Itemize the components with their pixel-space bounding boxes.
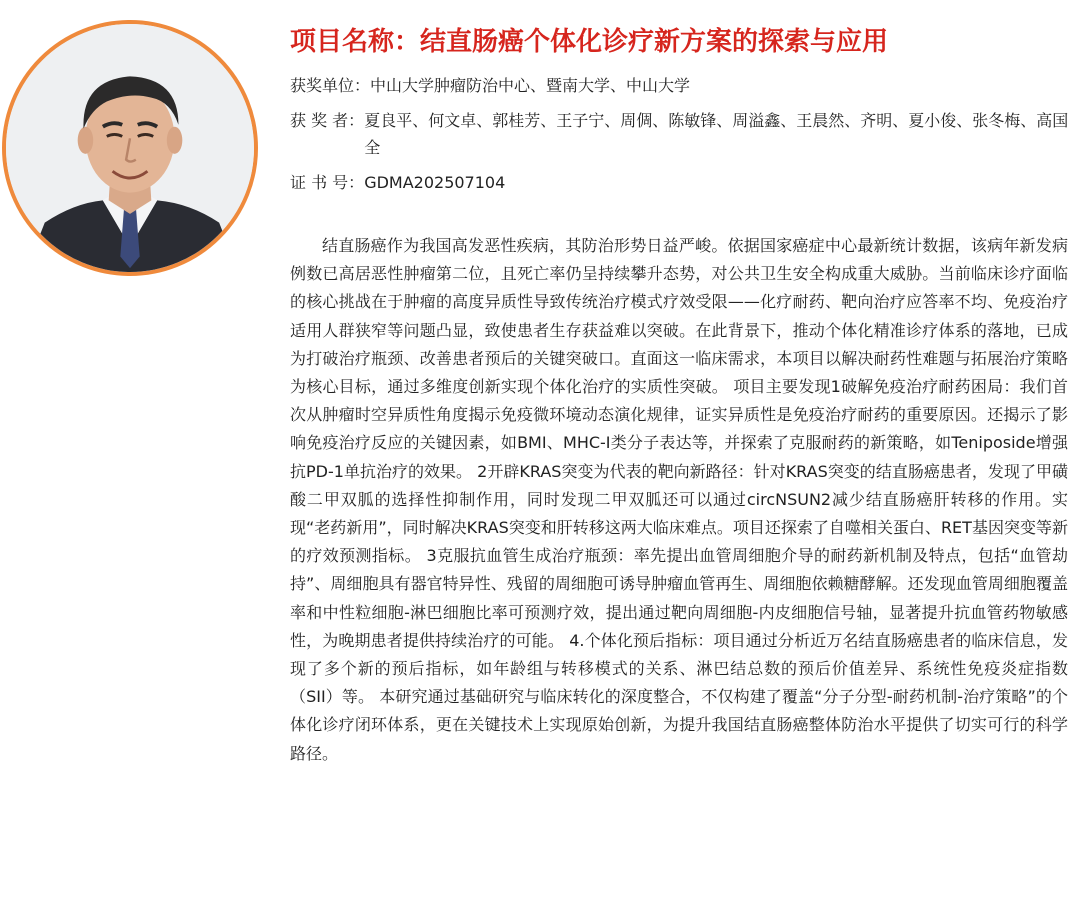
certificate-value: GDMA202507104 xyxy=(364,173,506,192)
award-unit-label: 获奖单位： xyxy=(290,76,371,95)
awardees-row xyxy=(290,107,1070,161)
awardees-value: 夏良平、何文卓、郭桂芳、王子宁、周倜、陈敏锋、周溢鑫、王晨然、齐明、夏小俊、张冬梅、高国全 xyxy=(364,111,1069,157)
award-unit-value: 中山大学肿瘤防治中心、暨南大学、中山大学 xyxy=(370,76,691,95)
award-unit-row xyxy=(290,72,1070,99)
awardee-portrait xyxy=(2,20,258,276)
portrait-illustration xyxy=(6,24,254,272)
awardees-label: 获 奖 者： xyxy=(290,111,365,130)
project-title: 项目名称：结直肠癌个体化诊疗新方案的探索与应用 xyxy=(290,27,889,57)
project-description: 结直肠癌作为我国高发恶性疾病，其防治形势日益严峻。依据国家癌症中心最新统计数据，该病年新发病例数已高居恶性肿瘤第二位，且死亡率仍呈持续攀升态势，对公共卫生安全构成重大威胁。当前临床诊疗面临的核心挑战在于肿瘤的高度异质性导致传统治疗模式疗效受限——化疗耐药、靶向治疗应答率不均、免疫治疗适用人群狭窄等问题凸显，致使患者生存获益难以突破。在此背景下，推动个体化精准诊疗体系的落地，已成为打破治疗瓶颈、改善患者预后的关键突破口。直面这一临床需求，本项目以解决耐药性难题与拓展治疗策略为核心目标，通过多维度创新实现个体化治疗的实质性突破。 项目主要发现1破解免疫治疗耐药困局：我们首次从肿瘤时空异质性角度揭示免疫微环境动态演化规律，证实异质性是免疫治疗耐药的重要原因。还揭示了影响免疫治疗反应的关键因素，如BMI、MHC-I类分子表达等，并探索了克服耐药的新策略，如Teniposide增强抗PD-1单抗治疗的效果。 2开辟KRAS突变为代表的靶向新路径：针对KRAS突变的结直肠癌患者，发现了甲磺酸二甲双胍的选择性抑制作用，同时发现二甲双胍还可以通过circNSUN2减少结直肠癌肝转移的作用。实现“老药新用”，同时解决KRAS突变和肝转移这两大临床难点。项目还探索了自噬相关蛋白、RET基因突变等新的疗效预测指标。 3克服抗血管生成治疗瓶颈：率先提出血管周细胞介导的耐药新机制及特点，包括“血管劫持”、周细胞具有器官特异性、残留的周细胞可诱导肿瘤血管再生、周细胞依赖糖酵解。还发现血管周细胞覆盖率和中性粒细胞-淋巴细胞比率可预测疗效，提出通过靶向周细胞-内皮细胞信号轴，显著提升抗血管药物敏感性，为晚期患者提供持续治疗的可能。 4.个体化预后指标：项目通过分析近万名结直肠癌患者的临床信息，发现了多个新的预后指标，如年龄组与转移模式的关系、淋巴结总数的预后价值差异、系统性免疫炎症指数（SII）等。 本研究通过基础研究与临床转化的深度整合，不仅构建了覆盖“分子分型-耐药机制-治疗策略”的个体化诊疗闭环体系，更在关键技术上实现原始创新，为提升我国结直肠癌整体防治水平提供了切实可行的科学路径。 xyxy=(290,236,1068,763)
certificate-row xyxy=(290,169,1070,196)
project-header xyxy=(290,22,1070,204)
certificate-label: 证 书 号： xyxy=(290,173,365,192)
